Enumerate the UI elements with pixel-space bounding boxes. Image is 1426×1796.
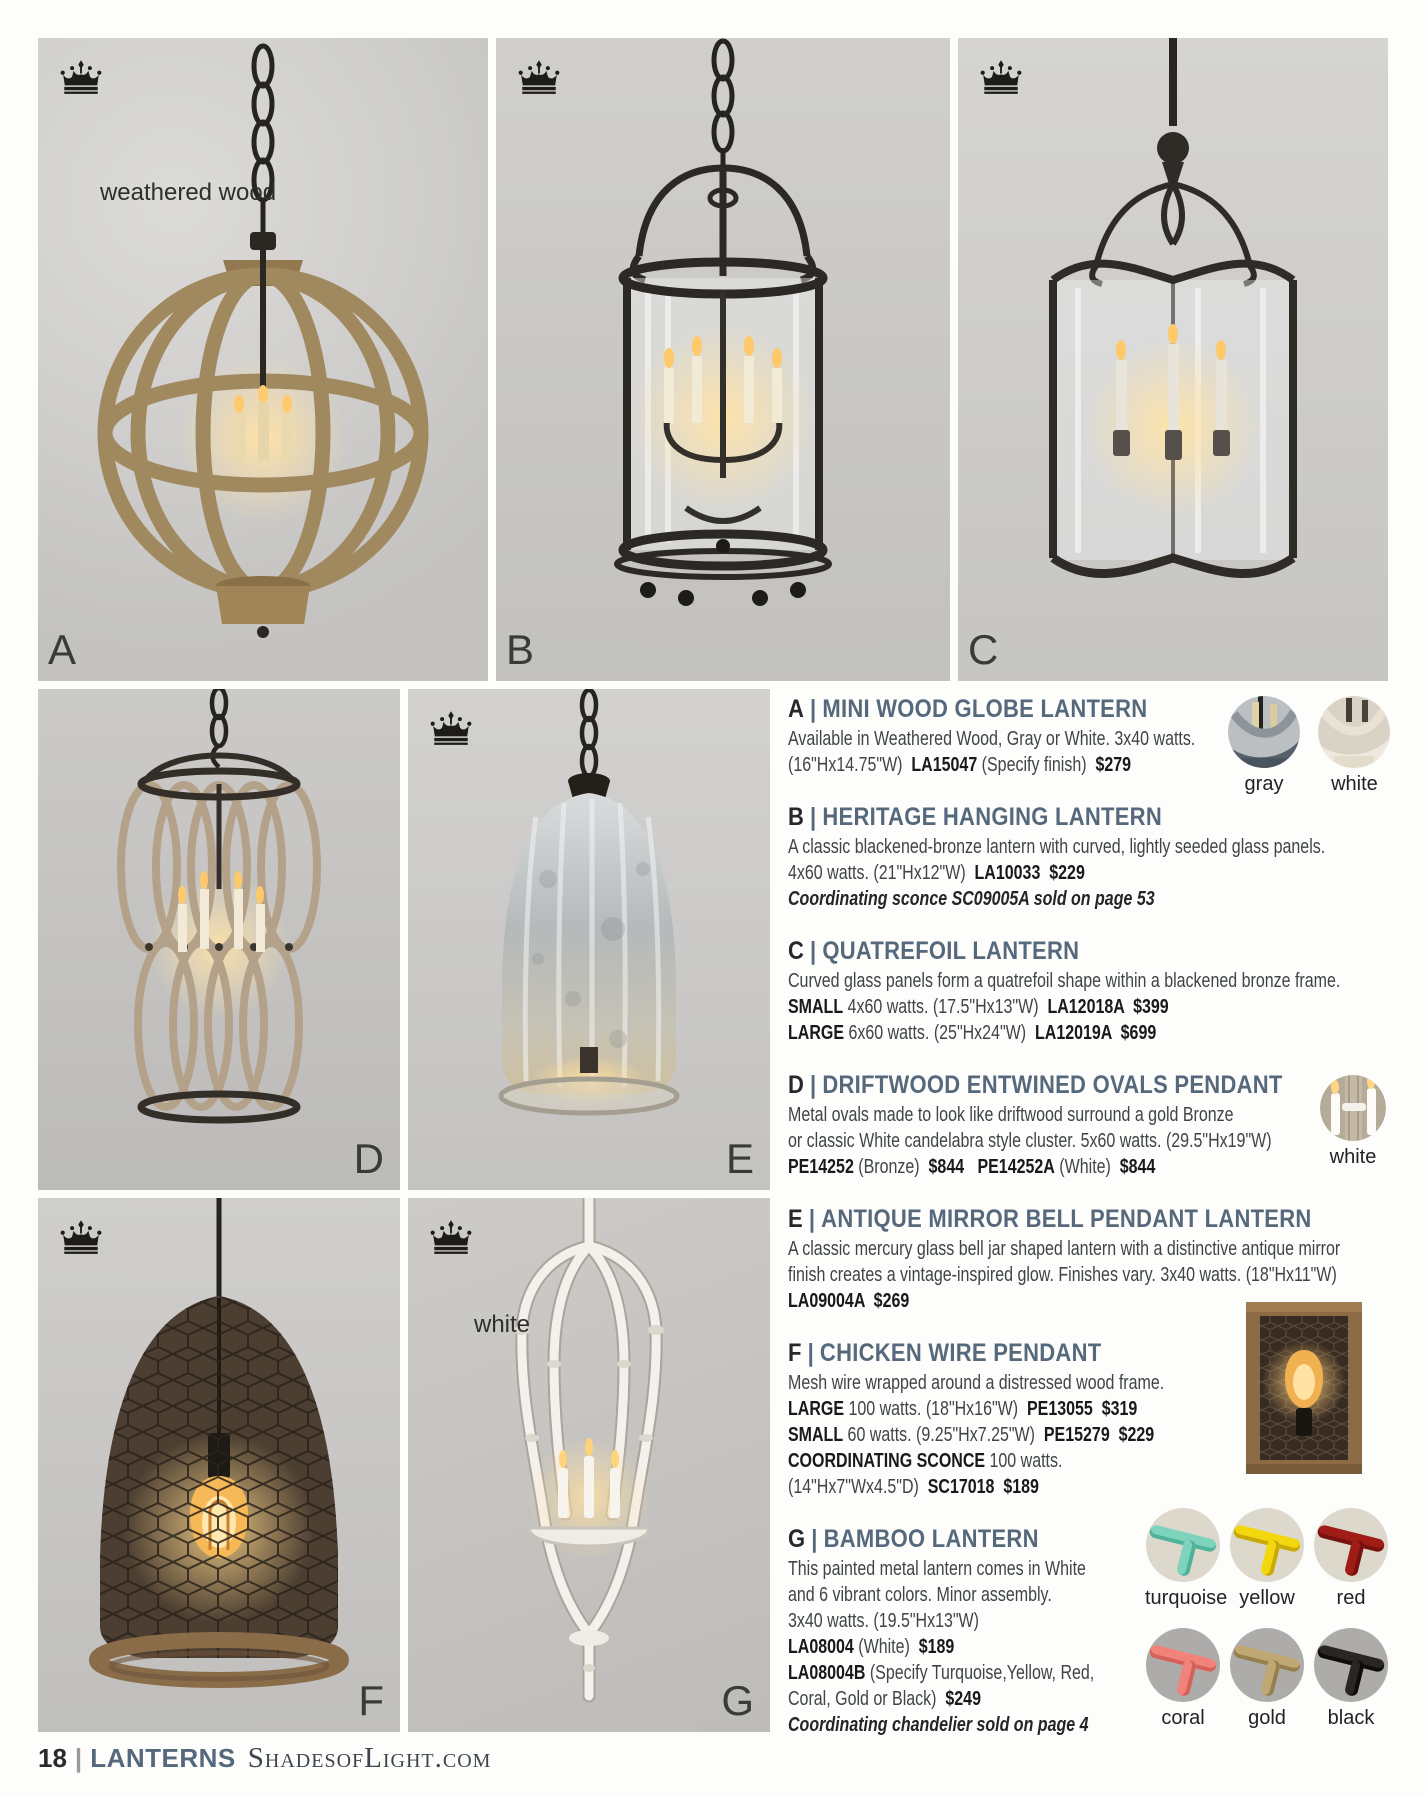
- swatch-label: gray: [1244, 773, 1284, 795]
- product-photo-mercury-bell: [408, 689, 770, 1190]
- photo-letter-g: G: [721, 1677, 754, 1724]
- sku-or-price-text: PE15279 $229: [1043, 1424, 1155, 1446]
- heading-divider: |: [810, 1071, 817, 1099]
- sku-or-price-text: LA15047: [911, 754, 978, 776]
- page-footer: [38, 1742, 491, 1775]
- sku-or-price-text: $844: [928, 1156, 965, 1178]
- photo-letter-f: F: [358, 1677, 384, 1724]
- section-title: QUATREFOIL LANTERN: [822, 937, 1080, 965]
- description-text: (16"Hx14.75"W): [788, 754, 912, 776]
- description-line: [788, 860, 1268, 886]
- sku-or-price-text: LA12019A $699: [1034, 1022, 1157, 1044]
- description-text: and 6 vibrant colors. Minor assembly.: [788, 1584, 1052, 1606]
- color-swatch-turquoise: [1145, 1508, 1228, 1610]
- description-line: [788, 994, 1268, 1020]
- description-text: Available in Weathered Wood, Gray or White. 3x40 watts.: [788, 728, 1196, 750]
- chicken-wire-pendant-illustration: [38, 1198, 400, 1732]
- quatrefoil-lantern-illustration: [958, 38, 1388, 681]
- photo-letter-b: B: [506, 626, 535, 673]
- finish-swatch-gray: [1228, 696, 1300, 796]
- bamboo-tube-shape: [1260, 1659, 1281, 1697]
- heading-divider: |: [810, 803, 817, 831]
- section-letter: E: [788, 1205, 803, 1233]
- heritage-lantern-illustration: [496, 38, 950, 681]
- crown-icon: [516, 60, 562, 96]
- description-text: 3x40 watts. (19.5"Hx13"W): [788, 1610, 979, 1632]
- swatch-label: black: [1327, 1707, 1375, 1729]
- sku-or-price-text: COORDINATING SCONCE: [788, 1450, 986, 1472]
- description-line: [788, 1448, 1268, 1474]
- sku-or-price-text: LA10033 $229: [974, 862, 1085, 884]
- photo-letter-e: E: [725, 1135, 754, 1182]
- sku-or-price-text: $279: [1095, 754, 1132, 776]
- description-line: [788, 886, 1268, 912]
- finish-swatch-white: [1320, 1075, 1386, 1169]
- section-title: DRIFTWOOD ENTWINED OVALS PENDANT: [822, 1071, 1283, 1099]
- bamboo-lantern-illustration: [408, 1198, 770, 1732]
- section-letter: F: [788, 1339, 802, 1367]
- section-letter: C: [788, 937, 804, 965]
- sku-or-price-text: LA09004A $269: [788, 1290, 910, 1312]
- color-swatch-red: [1313, 1508, 1389, 1610]
- gold-swatch-image: [1230, 1628, 1304, 1702]
- section-heading: [788, 1204, 1316, 1234]
- cross-reference-note: Coordinating chandelier sold on page 4: [788, 1714, 1089, 1736]
- section-heading: [788, 1338, 1316, 1368]
- white-candelabra-swatch-image: [1320, 1075, 1386, 1141]
- sku-or-price-text: LA08004B: [788, 1662, 866, 1684]
- crown-icon: [428, 711, 474, 747]
- section-b: [788, 802, 1388, 912]
- description-line: [788, 1288, 1268, 1314]
- description-text: 100 watts.: [985, 1450, 1063, 1472]
- section-c: [788, 936, 1388, 1046]
- section-letter: B: [788, 803, 804, 831]
- product-photo-bamboo-lantern: [408, 1198, 770, 1732]
- description-text: A classic blackened-bronze lantern with curved, lightly seeded glass panels.: [788, 836, 1326, 858]
- sku-or-price-text: PE14252: [788, 1156, 854, 1178]
- photo-annotation: weathered wood: [99, 179, 277, 206]
- swatch-label: yellow: [1239, 1587, 1295, 1609]
- crown-icon: [58, 60, 104, 96]
- bamboo-tube-shape: [1344, 1539, 1365, 1577]
- section-heading: [788, 936, 1316, 966]
- description-text: (Bronze): [853, 1156, 929, 1178]
- swatch-label: white: [1329, 1146, 1377, 1168]
- photo-letter-c: C: [968, 626, 999, 673]
- section-heading: [788, 1070, 1316, 1100]
- wood-globe-lantern-illustration: [38, 38, 488, 681]
- description-line: [788, 968, 1341, 994]
- section-letter: A: [788, 695, 804, 723]
- swatch-label: white: [1331, 773, 1378, 795]
- product-photo-heritage-lantern: [496, 38, 950, 681]
- description-line: [788, 834, 1326, 860]
- photo-letter-d: D: [353, 1135, 384, 1182]
- description-line: [788, 1262, 1337, 1288]
- sku-or-price-text: PE13055 $319: [1026, 1398, 1138, 1420]
- description-text: 4x60 watts. (17.5"Hx13"W): [843, 996, 1048, 1018]
- description-text: 4x60 watts. (21"Hx12"W): [788, 862, 975, 884]
- section-letter: D: [788, 1071, 804, 1099]
- bamboo-color-swatches: [1145, 1508, 1389, 1730]
- description-text: 100 watts. (18"Hx16"W): [844, 1398, 1027, 1420]
- finish-swatch-white: [1318, 696, 1390, 796]
- crown-icon: [978, 60, 1024, 96]
- section-letter: G: [788, 1525, 806, 1553]
- yellow-swatch-image: [1230, 1508, 1304, 1582]
- description-text: or classic White candelabra style cluster. 5x60 watts. (29.5"Hx19"W): [788, 1130, 1272, 1152]
- turquoise-swatch-image: [1146, 1508, 1220, 1582]
- heading-divider: |: [811, 1525, 818, 1553]
- bamboo-tube-shape: [1176, 1539, 1197, 1577]
- sku-or-price-text: PE14252A: [977, 1156, 1055, 1178]
- description-text: (Specify finish): [977, 754, 1096, 776]
- bamboo-tube-shape: [1344, 1659, 1365, 1697]
- heading-divider: |: [810, 937, 817, 965]
- color-swatch-yellow: [1229, 1508, 1305, 1610]
- color-swatch-coral: [1145, 1628, 1221, 1730]
- sku-or-price-text: LARGE: [788, 1398, 844, 1420]
- description-line: [788, 1154, 1268, 1180]
- driftwood-ovals-illustration: [38, 689, 400, 1190]
- product-photo-mini-wood-globe: [38, 38, 488, 681]
- swatch-label: gold: [1248, 1707, 1286, 1729]
- section-title: HERITAGE HANGING LANTERN: [822, 803, 1162, 831]
- sku-or-price-text: LARGE: [788, 1022, 844, 1044]
- sku-or-price-text: SMALL: [788, 996, 844, 1018]
- description-text: Curved glass panels form a quatrefoil shape within a blackened bronze frame.: [788, 970, 1341, 992]
- swatch-label: turquoise: [1145, 1587, 1228, 1609]
- section-d: [788, 1070, 1388, 1180]
- description-text: 6x60 watts. (25"Hx24"W): [844, 1022, 1035, 1044]
- heading-divider: |: [808, 1205, 816, 1233]
- footer-divider: |: [74, 1743, 83, 1773]
- coordinating-sconce-photo: [1238, 1298, 1370, 1482]
- swatch-label: red: [1336, 1587, 1366, 1609]
- description-line: [788, 752, 1268, 778]
- footer-website: ShadesofLight.com: [247, 1742, 492, 1774]
- description-line: [788, 1396, 1268, 1422]
- mini-globe-finish-swatches: [1228, 696, 1404, 796]
- description-line: [788, 1102, 1268, 1128]
- description-line: [788, 1236, 1341, 1262]
- description-line: [788, 1128, 1272, 1154]
- description-text: (Specify Turquoise,Yellow, Red,: [865, 1662, 1095, 1684]
- sku-or-price-text: $249: [945, 1688, 981, 1710]
- description-text: 60 watts. (9.25"Hx7.25"W): [843, 1424, 1044, 1446]
- color-swatch-black: [1313, 1628, 1389, 1730]
- coral-swatch-image: [1146, 1628, 1220, 1702]
- description-text: This painted metal lantern comes in White: [788, 1558, 1086, 1580]
- description-text: (White): [1054, 1156, 1120, 1178]
- description-line: [788, 1020, 1268, 1046]
- crown-icon: [428, 1220, 474, 1256]
- crown-icon: [58, 1220, 104, 1256]
- description-text: A classic mercury glass bell jar shaped lantern with a distinctive antique mirror: [788, 1238, 1341, 1260]
- sku-or-price-text: LA12018A $399: [1047, 996, 1169, 1018]
- product-photo-chicken-wire: [38, 1198, 400, 1732]
- heading-divider: |: [807, 1339, 814, 1367]
- description-line: [788, 726, 1268, 752]
- description-text: Coral, Gold or Black): [788, 1688, 946, 1710]
- page-number: 18: [38, 1743, 67, 1773]
- red-swatch-image: [1314, 1508, 1388, 1582]
- white-finish-swatch-image: [1318, 696, 1390, 768]
- description-text: (White): [853, 1636, 919, 1658]
- bamboo-tube-shape: [1176, 1659, 1197, 1697]
- product-photo-driftwood-ovals: [38, 689, 400, 1190]
- sku-or-price-text: LA08004: [788, 1636, 854, 1658]
- heading-divider: |: [810, 695, 817, 723]
- product-photo-quatrefoil-lantern: [958, 38, 1388, 681]
- mercury-bell-illustration: [408, 689, 770, 1190]
- swatch-label: coral: [1161, 1707, 1205, 1729]
- footer-category: LANTERNS: [90, 1743, 236, 1773]
- description-line: [788, 1474, 1268, 1500]
- photo-letter-a: A: [48, 626, 77, 673]
- description-line: [788, 1422, 1268, 1448]
- photo-annotation: white: [473, 1311, 531, 1338]
- description-text: Mesh wire wrapped around a distressed wood frame.: [788, 1372, 1165, 1394]
- section-heading: [788, 802, 1316, 832]
- description-text: finish creates a vintage-inspired glow. Finishes vary. 3x40 watts. (18"Hx11"W): [788, 1264, 1337, 1286]
- black-swatch-image: [1314, 1628, 1388, 1702]
- cross-reference-note: Coordinating sconce SC09005A sold on page 53: [788, 888, 1155, 910]
- section-title: MINI WOOD GLOBE LANTERN: [822, 695, 1148, 723]
- driftwood-finish-swatch: [1320, 1075, 1386, 1169]
- section-title: BAMBOO LANTERN: [823, 1525, 1039, 1553]
- chicken-wire-sconce-image: [1238, 1298, 1370, 1482]
- sku-or-price-text: $844: [1119, 1156, 1156, 1178]
- sku-or-price-text: SC17018 $189: [927, 1476, 1039, 1498]
- gray-finish-swatch-image: [1228, 696, 1300, 768]
- section-title: CHICKEN WIRE PENDANT: [819, 1339, 1102, 1367]
- section-title: ANTIQUE MIRROR BELL PENDANT LANTERN: [821, 1205, 1312, 1233]
- sku-or-price-text: $189: [918, 1636, 955, 1658]
- description-text: (14"Hx7"Wx4.5"D): [788, 1476, 928, 1498]
- description-text: [964, 1156, 977, 1178]
- bamboo-tube-shape: [1260, 1539, 1281, 1577]
- sku-or-price-text: SMALL: [788, 1424, 844, 1446]
- description-line: [788, 1370, 1268, 1396]
- description-text: Metal ovals made to look like driftwood surround a gold Bronze: [788, 1104, 1234, 1126]
- color-swatch-gold: [1229, 1628, 1305, 1730]
